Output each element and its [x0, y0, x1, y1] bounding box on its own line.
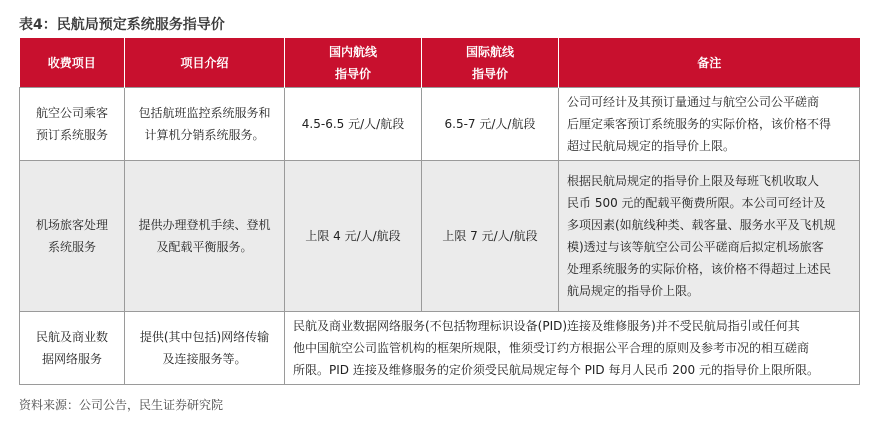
cell-line: 后厘定乘客预订系统服务的实际价格，该价格不得 [567, 117, 832, 131]
item-desc-cell [125, 312, 285, 385]
fee-item-cell [20, 312, 125, 385]
header-row [20, 38, 860, 88]
cell-line: 及配载平衡服务。 [156, 240, 253, 254]
remarks-cell [559, 88, 860, 161]
fee-item-cell [20, 161, 125, 312]
cell-line: 模)透过与该等航空公司公平磋商后拟定机场旅客 [567, 240, 824, 254]
fee-item-cell [20, 88, 125, 161]
cell-line: 提供(其中包括)网络传输 [139, 330, 270, 344]
cell-line: 多项因素(如航线种类、载客量、服务水平及飞机规 [567, 218, 836, 232]
cell-line: 航局规定的指导价上限。 [567, 284, 700, 298]
cell-line: 计算机分销系统服务。 [144, 128, 265, 142]
domestic-price-cell: 上限 4 元/人/航段 [285, 161, 422, 312]
cell-line: 及连接服务等。 [162, 352, 247, 366]
guide-price-table [19, 38, 860, 385]
item-desc-cell [125, 88, 285, 161]
cell-line: 提供办理登机手续、登机 [138, 218, 271, 232]
domestic-price-cell: 4.5-6.5 元/人/航段 [285, 88, 422, 161]
cell-line: 民币 500 元的配载平衡费所限。本公司可经计及 [567, 196, 826, 210]
cell-line: 预订系统服务 [35, 128, 108, 142]
cell-line: 机场旅客处理 [35, 218, 108, 232]
item-desc-cell [125, 161, 285, 312]
merged-remarks-cell [285, 312, 860, 385]
table-row [20, 161, 860, 312]
table-row [20, 88, 860, 161]
header-remarks: 备注 [559, 38, 860, 88]
cell-line: 超过民航局规定的指导价上限。 [567, 139, 736, 153]
header-domestic [285, 38, 422, 88]
cell-line: 包括航班监控系统服务和 [138, 106, 271, 120]
header-domestic-line1: 国内航线 [328, 44, 377, 59]
header-fee-item: 收费项目 [20, 38, 125, 88]
cell-line: 他中国航空公司监管机构的框架所规限，惟须受订约方根据公平合理的原则及参考市况的相互磋商 [293, 341, 810, 355]
intl-price-cell: 6.5-7 元/人/航段 [422, 88, 559, 161]
cell-line: 系统服务 [47, 240, 96, 254]
remarks-cell [559, 161, 860, 312]
source-note: 资料来源：公司公告，民生证券研究院 [19, 398, 224, 412]
header-intl-line2: 指导价 [471, 66, 508, 81]
cell-line: 民航及商业数据网络服务(不包括物理标识设备(PID)连接及维修服务)并不受民航局指引或任何其 [293, 319, 800, 333]
cell-line: 所限。PID 连接及维修服务的定价须受民航局规定每个 PID 每月人民币 200 元的指导价上限所限。 [293, 363, 820, 377]
header-domestic-line2: 指导价 [334, 66, 371, 81]
cell-line: 民航及商业数 [35, 330, 108, 344]
table-title: 表4：民航局预定系统服务指导价 [19, 17, 225, 33]
header-intl-line1: 国际航线 [465, 44, 514, 59]
cell-line: 处理系统服务的实际价格，该价格不得超过上述民 [567, 262, 832, 276]
header-intl [422, 38, 559, 88]
cell-line: 公司可经计及其预订量通过与航空公司公平磋商 [567, 95, 820, 109]
intl-price-cell: 上限 7 元/人/航段 [422, 161, 559, 312]
header-item-desc: 项目介绍 [125, 38, 285, 88]
cell-line: 据网络服务 [41, 352, 102, 366]
cell-line: 根据民航局规定的指导价上限及每班飞机收取人 [567, 174, 820, 188]
cell-line: 航空公司乘客 [35, 106, 108, 120]
table-row [20, 312, 860, 385]
